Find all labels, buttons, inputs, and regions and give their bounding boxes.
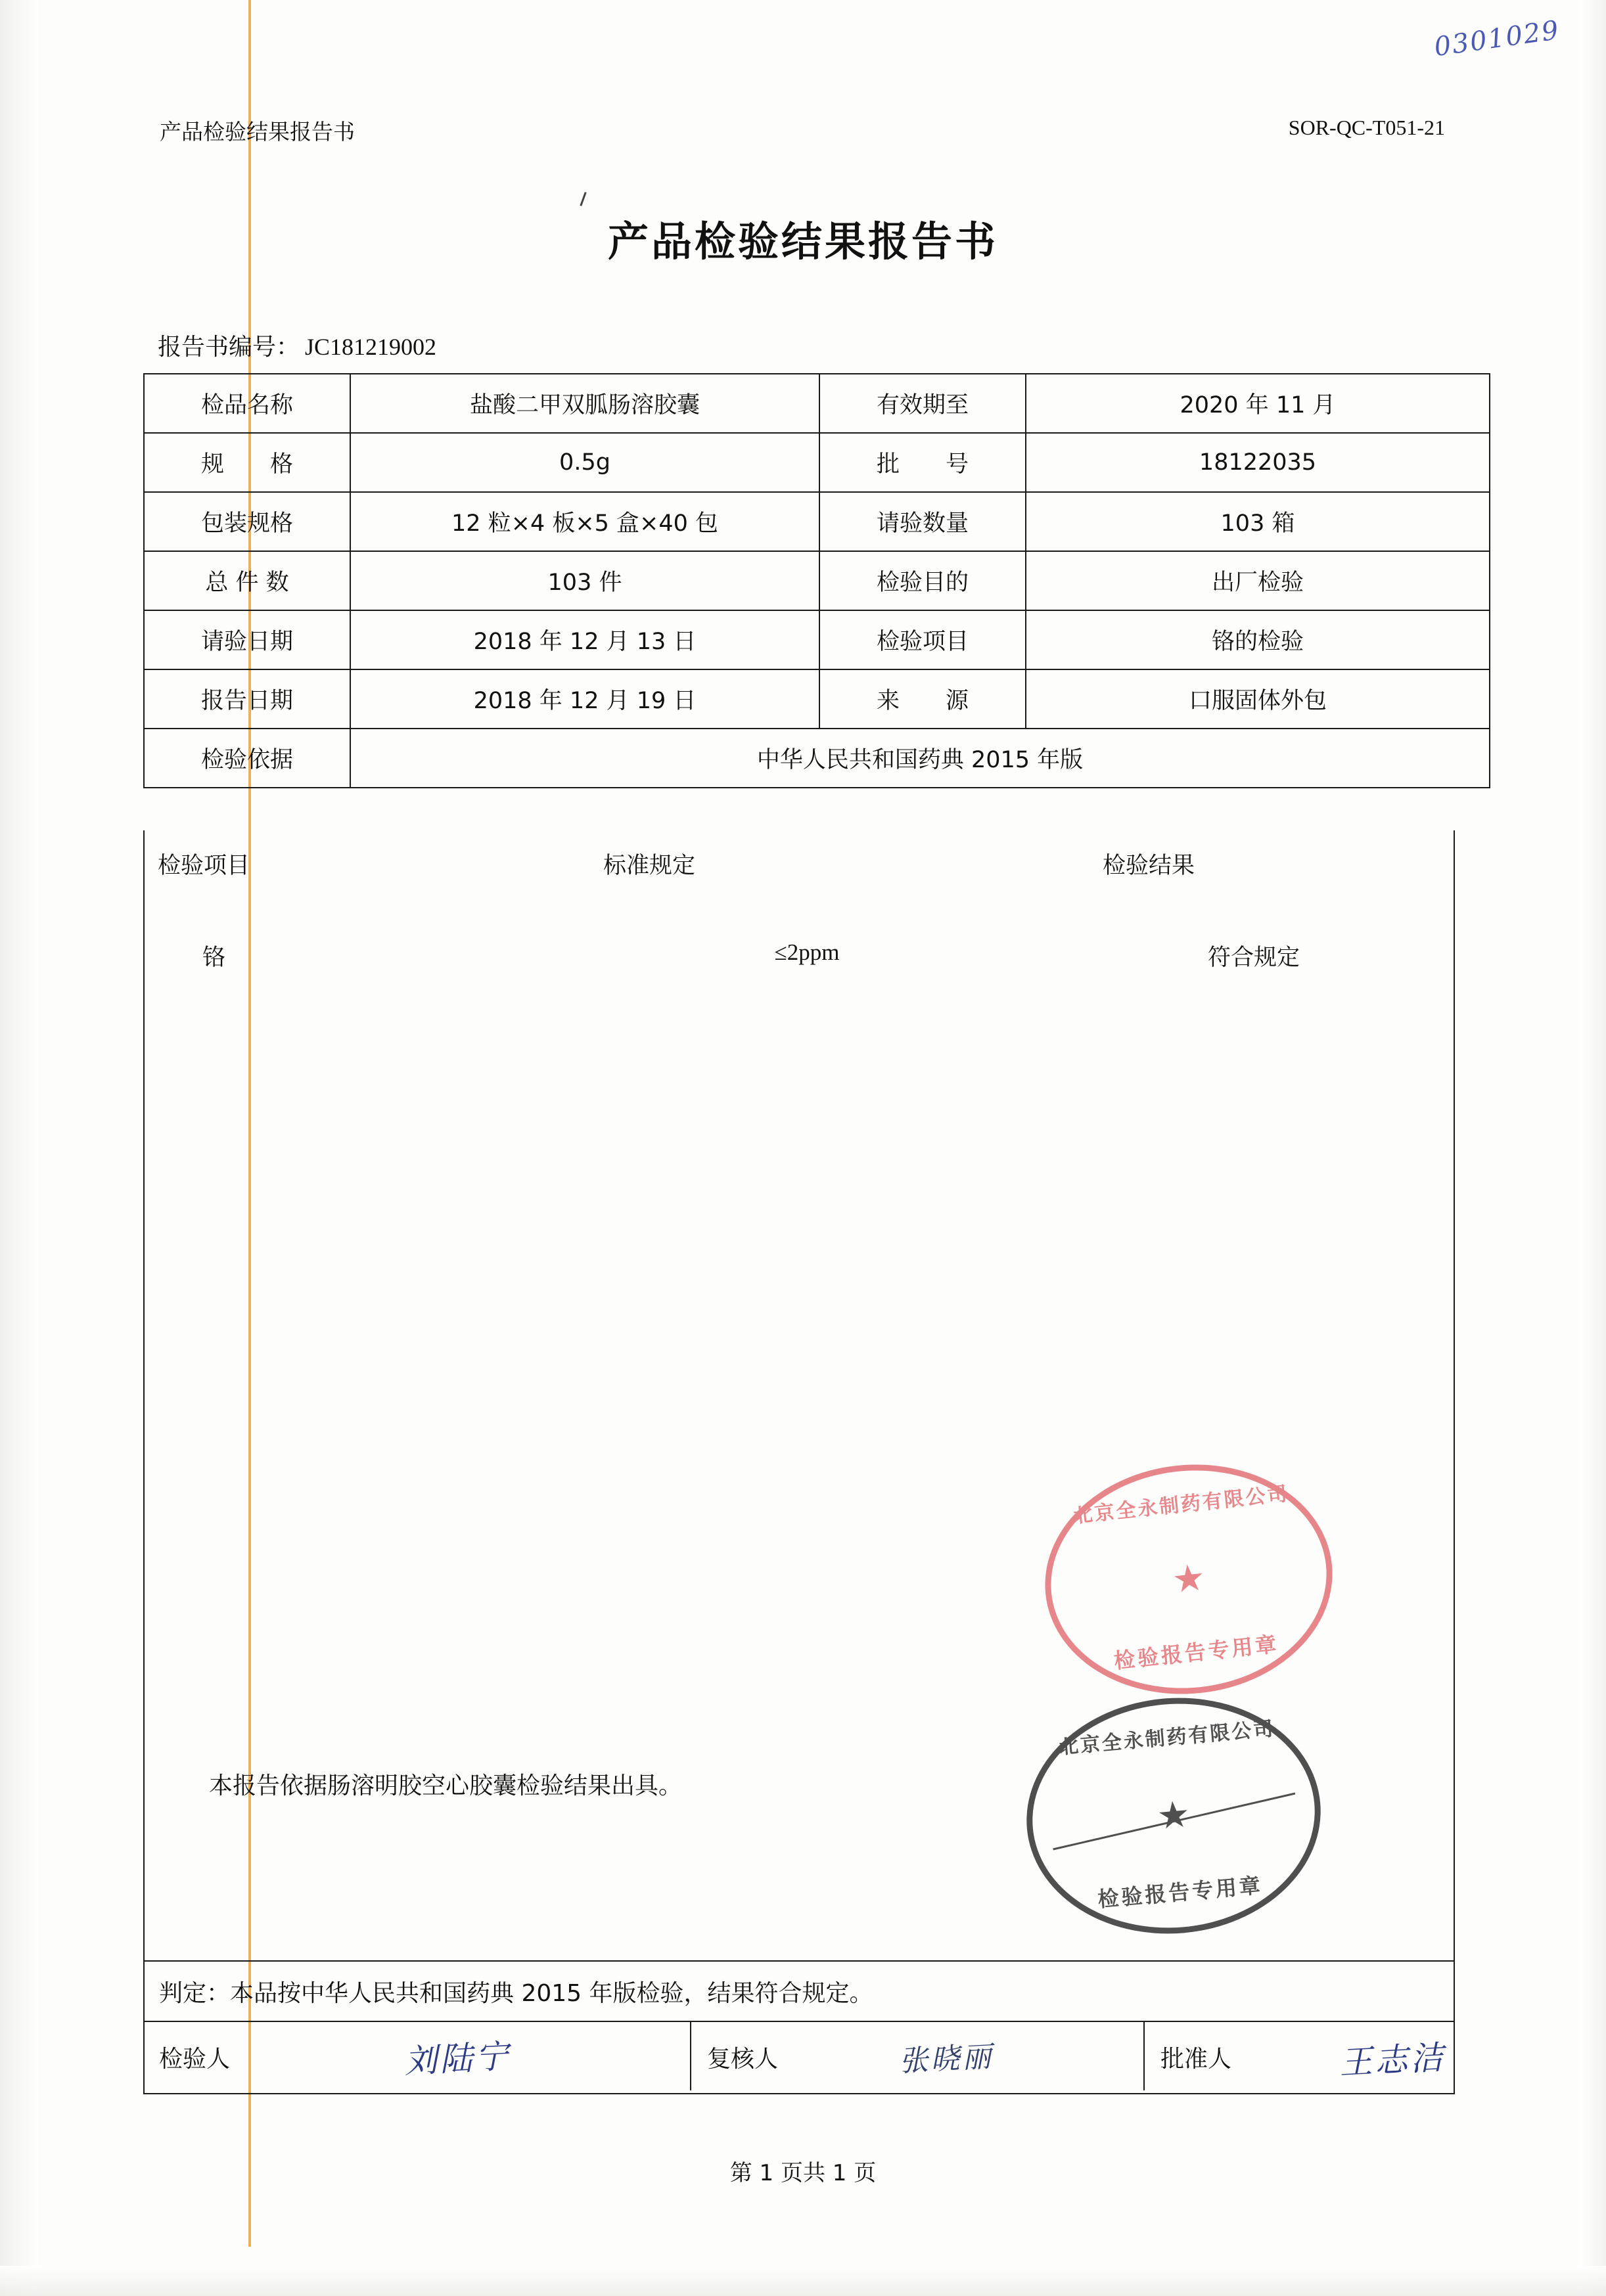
cell-value: 铬的检验	[1026, 610, 1490, 669]
paper-edge-bottom	[0, 2266, 1606, 2296]
results-row	[143, 939, 1452, 992]
reviewer-signature: 张晓丽	[898, 2040, 995, 2079]
cell-value: 12 粒×4 板×5 盒×40 包	[350, 492, 819, 551]
inspector-signature: 刘陆宁	[403, 2037, 512, 2081]
cell-label: 总 件 数	[144, 551, 350, 610]
table-row	[144, 374, 1490, 433]
cell-value: 18122035	[1026, 433, 1490, 492]
cell-label: 请验数量	[819, 492, 1026, 551]
results-col-item: 检验项目	[158, 853, 250, 879]
approver-signature: 王志洁	[1338, 2038, 1447, 2082]
results-header	[143, 830, 1452, 893]
cell-label: 检验项目	[819, 610, 1026, 669]
stamp-company-name: 北京全永制药有限公司	[1072, 1482, 1291, 1528]
cell-label: 检验依据	[144, 729, 350, 788]
info-table	[143, 373, 1490, 788]
table-row-basis	[144, 729, 1490, 788]
cell-value: 口服固体外包	[1026, 669, 1490, 729]
cell-label: 来 源	[819, 669, 1026, 729]
page-footer: 第 1 页共 1 页	[729, 2160, 877, 2186]
cell-label: 报告日期	[144, 669, 350, 729]
cell-label: 检验目的	[819, 551, 1026, 610]
title-tick-mark	[580, 192, 586, 206]
cell-label: 包装规格	[144, 492, 350, 551]
cell-value: 2020 年 11 月	[1026, 374, 1490, 433]
inspector-label: 检验人	[159, 2046, 231, 2073]
report-note: 本报告依据肠溶明胶空心胶囊检验结果出具。	[209, 1772, 683, 1799]
header-form-code: SOR-QC-T051-21	[1288, 116, 1445, 139]
cell-label: 检品名称	[144, 374, 350, 433]
verdict-row	[143, 1960, 1455, 2022]
table-row	[144, 669, 1490, 729]
cell-value: 2018 年 12 月 13 日	[350, 610, 819, 669]
approver-label: 批准人	[1160, 2046, 1232, 2073]
table-row	[144, 492, 1490, 551]
cell-value: 2018 年 12 月 19 日	[350, 669, 819, 729]
report-number-label: 报告书编号：	[158, 334, 300, 361]
results-col-result: 检验结果	[1103, 853, 1195, 879]
reviewer-label: 复核人	[707, 2046, 779, 2073]
star-icon: ★	[1170, 1556, 1208, 1602]
cell-label: 请验日期	[144, 610, 350, 669]
signature-divider	[1143, 2021, 1145, 2090]
page-title: 产品检验结果报告书	[607, 217, 998, 265]
cell-value: 盐酸二甲双胍肠溶胶囊	[350, 374, 819, 433]
handwritten-note: 0301029	[1432, 14, 1562, 63]
signature-divider	[690, 2021, 691, 2090]
cell-value: 0.5g	[350, 433, 819, 492]
stamp-company-name: 北京全永制药有限公司	[1057, 1717, 1276, 1759]
results-col-standard: 标准规定	[603, 853, 696, 879]
table-row	[144, 551, 1490, 610]
result-standard: ≤2ppm	[774, 939, 840, 965]
cell-label: 有效期至	[819, 374, 1026, 433]
cell-label: 规 格	[144, 433, 350, 492]
report-number	[158, 328, 436, 362]
result-value: 符合规定	[1207, 945, 1300, 971]
cell-value: 103 件	[350, 551, 819, 610]
verdict-text: 判定：本品按中华人民共和国药典 2015 年版检验，结果符合规定。	[159, 1980, 873, 2007]
cell-value: 出厂检验	[1026, 551, 1490, 610]
paper-edge-right	[1580, 0, 1606, 2296]
stamp-purpose-text: 检验报告专用章	[1113, 1631, 1281, 1674]
report-number-value: JC181219002	[305, 334, 437, 360]
cell-value: 103 箱	[1026, 492, 1490, 551]
cell-label: 批 号	[819, 433, 1026, 492]
stamp-purpose-text: 检验报告专用章	[1097, 1872, 1264, 1912]
table-row	[144, 433, 1490, 492]
cell-value: 中华人民共和国药典 2015 年版	[350, 729, 1490, 788]
result-item: 铬	[202, 945, 226, 971]
table-row	[144, 610, 1490, 669]
signature-row	[143, 2021, 1455, 2094]
star-icon: ★	[1155, 1792, 1192, 1839]
paper-edge-left	[0, 0, 38, 2296]
header-left-title: 产品检验结果报告书	[160, 119, 355, 145]
